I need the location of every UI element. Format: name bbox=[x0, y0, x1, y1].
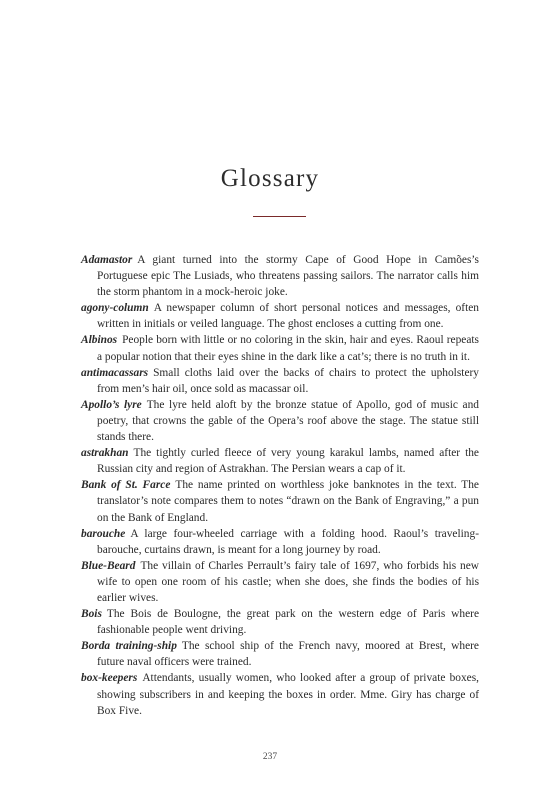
glossary-definition: Small cloths laid over the backs of chairs to protect the upholstery from men’s hair oil, once sold as macassar oil. bbox=[97, 366, 479, 395]
glossary-term: Bank of St. Farce bbox=[81, 479, 171, 492]
glossary-definition: The lyre held aloft by the bronze statue of Apollo, god of music and poetry, that crowns the gable of the Opera’s roof above the stage. The statue still stands there. bbox=[97, 398, 479, 444]
glossary-entry bbox=[81, 558, 479, 606]
glossary-entry bbox=[81, 670, 479, 718]
glossary-definition: The name printed on worthless joke banknotes in the text. The translator’s note compares them to notes “drawn on the Bank of Engraving,” a pun on the Bank of England. bbox=[97, 479, 479, 524]
glossary-definition: People born with little or no coloring in the skin, hair and eyes. Raoul repeats a popular notion that their eyes shine in the dark like a cat’s; there is no truth in it. bbox=[97, 334, 479, 363]
glossary-definition: A large four-wheeled carriage with a folding hood. Raoul’s traveling-barouche, curtains drawn, is meant for a long journey by road. bbox=[97, 527, 479, 556]
glossary-term: antimacassars bbox=[81, 366, 149, 379]
glossary-term: barouche bbox=[81, 527, 126, 540]
glossary-entry bbox=[81, 526, 479, 558]
glossary-term: Apollo’s lyre bbox=[81, 398, 142, 411]
glossary-term: Borda training-ship bbox=[81, 640, 177, 653]
glossary-entry bbox=[81, 445, 479, 477]
page-number: 237 bbox=[262, 752, 278, 762]
glossary-term: astrakhan bbox=[81, 447, 129, 460]
glossary-entry bbox=[81, 638, 479, 670]
glossary-term: Adamastor bbox=[81, 254, 133, 266]
glossary-term: Blue-Beard bbox=[81, 559, 136, 572]
glossary-term: Bois bbox=[81, 608, 102, 621]
glossary-entry bbox=[81, 477, 479, 525]
glossary-term: agony-column bbox=[81, 302, 149, 315]
glossary-entry bbox=[81, 332, 479, 364]
glossary-definition: The tightly curled fleece of very young karakul lambs, named after the Russian city and region of Astrakhan. The Persian wears a cap of it. bbox=[97, 447, 479, 476]
glossary-list bbox=[81, 252, 479, 719]
title-rule bbox=[253, 216, 306, 217]
page-title: Glossary bbox=[220, 165, 320, 192]
glossary-definition: The villain of Charles Perrault’s fairy tale of 1697, who forbids his new wife to open one room of his castle; when she does, she finds the bodies of his earlier wives. bbox=[97, 559, 479, 604]
glossary-entry bbox=[81, 252, 479, 300]
glossary-entry bbox=[81, 365, 479, 397]
glossary-term: box-keepers bbox=[81, 672, 138, 685]
glossary-term: Albinos bbox=[81, 334, 118, 347]
glossary-definition: A newspaper column of short personal notices and messages, often written in initials or veiled language. The ghost encloses a cutting from one. bbox=[97, 302, 479, 331]
glossary-definition: Attendants, usually women, who looked after a group of private boxes, showing subscribers in and keeping the boxes in order. Mme. Giry has charge of Box Five. bbox=[97, 672, 479, 717]
glossary-definition: The school ship of the French navy, moored at Brest, where future naval officers were trained. bbox=[97, 640, 479, 669]
glossary-definition: A giant turned into the stormy Cape of Good Hope in Camões’s Portuguese epic The Lusiads, who threatens passing sailors. The narrator calls him the storm phantom in a mock-heroic joke. bbox=[97, 254, 479, 299]
glossary-entry bbox=[81, 300, 479, 332]
glossary-entry bbox=[81, 606, 479, 638]
glossary-entry bbox=[81, 397, 479, 445]
glossary-definition: The Bois de Boulogne, the great park on the western edge of Paris where fashionable people went driving. bbox=[97, 608, 479, 637]
